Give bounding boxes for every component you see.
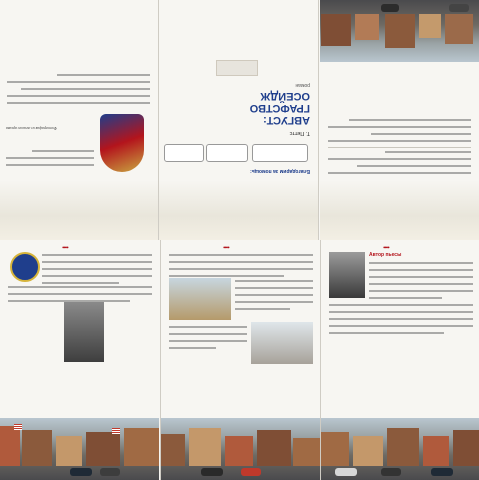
partners-text — [328, 148, 471, 176]
panel-illustration — [0, 0, 159, 240]
play-title: АВГУСТ: ГРАФСТВО ОСЕЙДЖ — [249, 90, 310, 126]
author-bio-2 — [329, 302, 473, 337]
panel-sky-band — [159, 180, 318, 240]
illustration-text — [6, 147, 94, 168]
history-text-1 — [42, 252, 152, 287]
author-name: Т. Петтс — [289, 130, 310, 136]
panel-sky-band — [320, 180, 479, 240]
oil-text — [169, 324, 247, 352]
author-bio — [369, 260, 473, 302]
feather-illustration — [100, 114, 144, 172]
street-photo — [320, 0, 479, 62]
illustration-body — [7, 71, 150, 106]
partners-label: Благодарим за помощь: — [250, 168, 310, 174]
bison-text-2 — [235, 278, 313, 313]
panel-bison: •••• — [160, 240, 320, 480]
sponsor-logo-3 — [164, 144, 204, 162]
panel-author: •••• Автор пьесы — [320, 240, 479, 480]
sponsor-logo-2 — [206, 144, 248, 162]
street-photo — [0, 418, 159, 480]
play-subtitle: роман — [295, 82, 310, 88]
partners-list — [328, 116, 471, 144]
street-photo — [161, 418, 320, 480]
bison-photo — [169, 278, 231, 320]
portrait-photo — [64, 302, 104, 362]
illustration-caption: Фотография из личного архива — [6, 126, 57, 130]
street-photo — [321, 418, 479, 480]
author-photo — [329, 252, 365, 298]
oil-rig-photo — [251, 322, 313, 364]
panel-sky-band — [0, 180, 158, 240]
theatre-logo — [216, 60, 258, 76]
bison-text-1 — [169, 252, 313, 280]
brochure-bottom-half — [0, 240, 479, 480]
panel-osage-history: •••• — [0, 240, 159, 480]
panel-title — [159, 0, 319, 240]
osage-seal-icon — [10, 252, 40, 282]
panel-partners — [320, 0, 479, 240]
sponsor-logo-ecolom — [252, 144, 308, 162]
author-heading: Автор пьесы — [369, 252, 402, 258]
